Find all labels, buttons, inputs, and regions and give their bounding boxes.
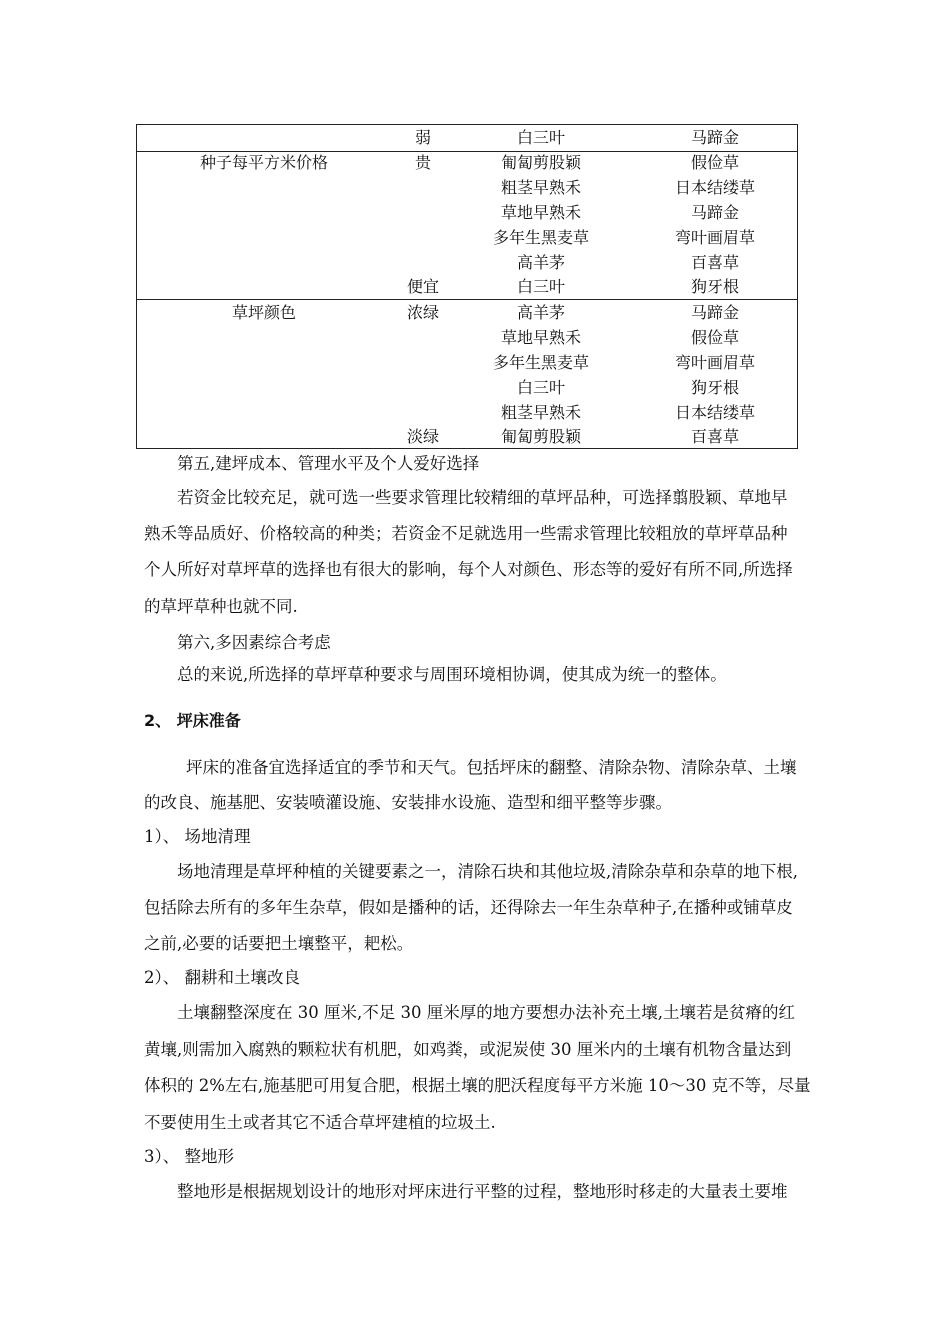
species-cell: 假俭草 (690, 328, 740, 347)
species-cell: 马蹄金 (690, 203, 740, 222)
paragraph-line: 若资金比较充足，就可选一些要求管理比较精细的草坪品种，可选择翦股颖、草地早 (177, 488, 788, 507)
subsection-title: 2）、 翻耕和土壤改良 (144, 968, 300, 987)
level-cell: 浓绿 (406, 303, 440, 322)
factor-cell: 种子每平方米价格 (199, 153, 329, 172)
grass-selection-table (136, 124, 798, 449)
species-cell: 草地早熟禾 (500, 203, 582, 222)
subsection-title: 3）、 整地形 (144, 1147, 234, 1166)
level-cell: 贵 (414, 153, 432, 172)
paragraph-line: 体积的 2%左右,施基肥可用复合肥，根据土壤的肥沃程度每平方米施 10～30 克不等，尽量 (144, 1076, 811, 1095)
species-cell: 日本结缕草 (674, 403, 756, 422)
species-cell: 粗茎早熟禾 (500, 178, 582, 197)
species-cell: 日本结缕草 (674, 178, 756, 197)
species-cell: 白三叶 (516, 128, 566, 147)
species-cell: 马蹄金 (690, 303, 740, 322)
species-cell: 弯叶画眉草 (674, 228, 756, 247)
paragraph-line: 不要使用生土或者其它不适合草坪建植的垃圾土. (144, 1113, 496, 1132)
paragraph-line: 包括除去所有的多年生杂草，假如是播种的话，还得除去一年生杂草种子,在播种或铺草皮 (144, 898, 793, 917)
paragraph-line: 坪床的准备宜选择适宜的季节和天气。包括坪床的翻整、清除杂物、清除杂草、土壤 (186, 758, 797, 777)
species-cell: 马蹄金 (690, 128, 740, 147)
factor-cell: 草坪颜色 (231, 303, 297, 322)
level-cell: 便宜 (406, 277, 440, 296)
section-six-title: 第六,多因素综合考虑 (177, 633, 331, 652)
table-divider (137, 151, 797, 152)
paragraph-line: 之前,必要的话要把土壤整平，耙松。 (144, 934, 414, 953)
paragraph-line: 个人所好对草坪草的选择也有很大的影响，每个人对颜色、形态等的爱好有所不同,所选择 (144, 560, 793, 579)
species-cell: 匍匐剪股颖 (500, 427, 582, 446)
species-cell: 高羊茅 (516, 253, 566, 272)
species-cell: 白三叶 (516, 378, 566, 397)
species-cell: 匍匐剪股颖 (500, 153, 582, 172)
species-cell: 粗茎早熟禾 (500, 403, 582, 422)
section-heading: 2、 坪床准备 (144, 711, 241, 730)
species-cell: 草地早熟禾 (500, 328, 582, 347)
paragraph-line: 的改良、施基肥、安装喷灌设施、安装排水设施、造型和细平整等步骤。 (144, 793, 672, 812)
species-cell: 多年生黑麦草 (492, 353, 590, 372)
table-divider (137, 299, 797, 300)
section-five-title: 第五,建坪成本、管理水平及个人爱好选择 (177, 454, 480, 473)
paragraph-line: 土壤翻整深度在 30 厘米,不足 30 厘米厚的地方要想办法补充土壤,土壤若是贫瘠的红 (177, 1003, 795, 1022)
paragraph-line: 场地清理是草坪种植的关键要素之一，清除石块和其他垃圾,清除杂草和杂草的地下根, (177, 862, 798, 881)
paragraph-line: 黄壤,则需加入腐熟的颗粒状有机肥，如鸡粪，或泥炭使 30 厘米内的土壤有机物含量达到 (144, 1040, 792, 1059)
paragraph-line: 总的来说,所选择的草坪草种要求与周围环境相协调，使其成为统一的整体。 (177, 665, 727, 684)
species-cell: 百喜草 (690, 253, 740, 272)
species-cell: 假俭草 (690, 153, 740, 172)
species-cell: 百喜草 (690, 427, 740, 446)
species-cell: 狗牙根 (690, 277, 740, 296)
level-cell: 弱 (414, 128, 432, 147)
species-cell: 狗牙根 (690, 378, 740, 397)
species-cell: 高羊茅 (516, 303, 566, 322)
paragraph-line: 的草坪草种也就不同. (144, 597, 298, 616)
level-cell: 淡绿 (406, 427, 440, 446)
subsection-title: 1）、 场地清理 (144, 827, 251, 846)
species-cell: 白三叶 (516, 277, 566, 296)
paragraph-line: 整地形是根据规划设计的地形对坪床进行平整的过程，整地形时移走的大量表土要堆 (177, 1182, 788, 1201)
species-cell: 多年生黑麦草 (492, 228, 590, 247)
paragraph-line: 熟禾等品质好、价格较高的种类；若资金不足就选用一些需求管理比较粗放的草坪草品种 (144, 524, 788, 543)
species-cell: 弯叶画眉草 (674, 353, 756, 372)
